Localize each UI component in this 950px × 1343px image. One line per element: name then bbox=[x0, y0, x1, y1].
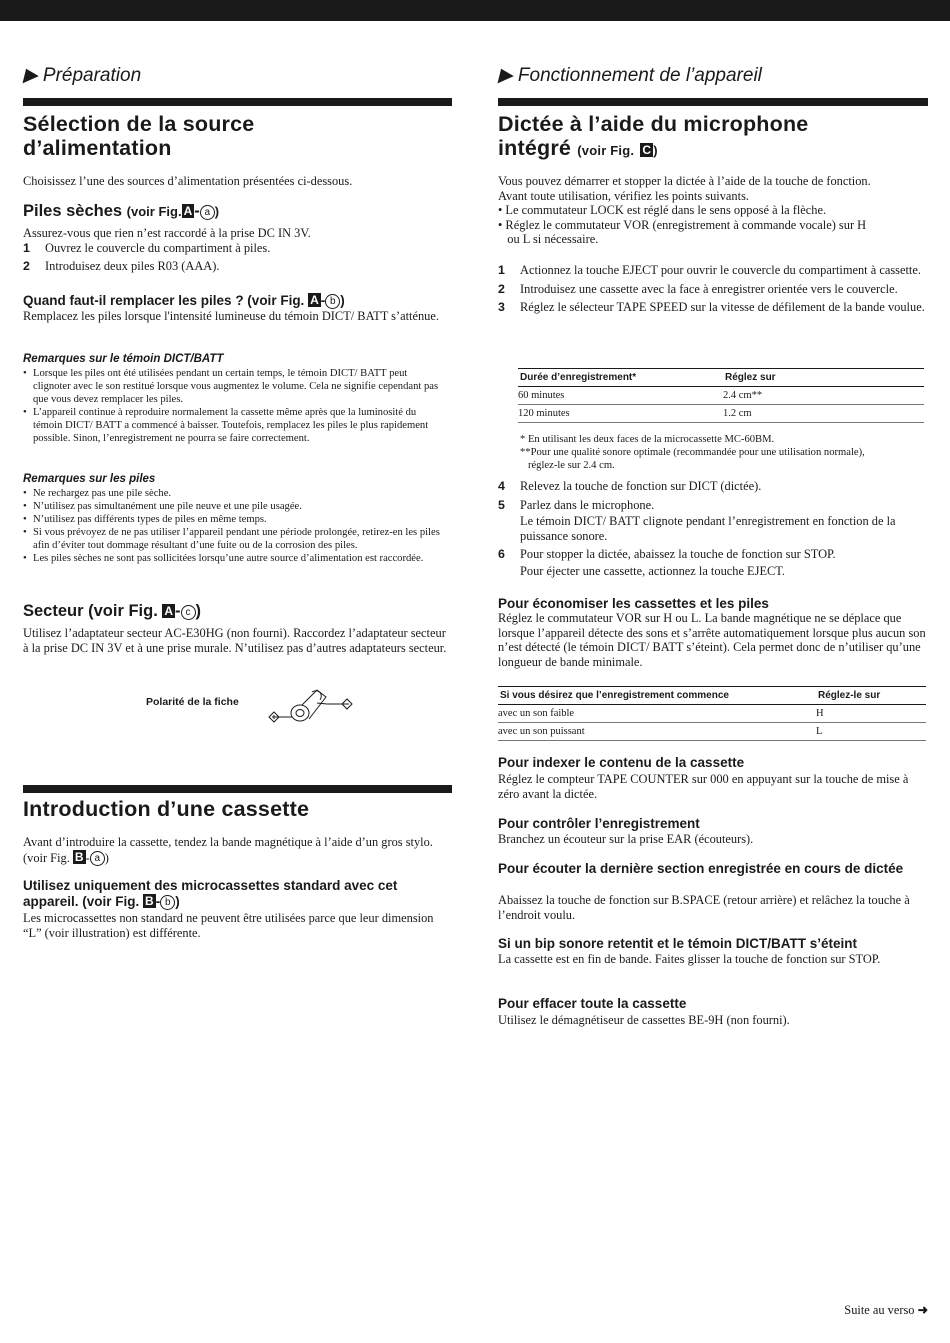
steps-1-3 bbox=[498, 263, 926, 315]
controler-text: Branchez un écouteur sur la prise EAR (écouteurs). bbox=[498, 832, 754, 846]
list-item: • Ne rechargez pas une pile sèche. bbox=[23, 487, 446, 500]
step-5: 5 Parlez dans le microphone. Le témoin DICT/ BATT clignote pendant l’enregistrement en fonction de la puissance sonore. bbox=[498, 497, 896, 543]
step-1: 1 Actionnez la touche EJECT pour ouvrir le couvercle du compartiment à cassette. bbox=[498, 263, 921, 277]
piles-text: Assurez-vous que rien n’est raccordé à la prise DC IN 3V. bbox=[23, 226, 311, 240]
section-head-preparation bbox=[23, 64, 141, 87]
cassette-text: Avant d’introduire la cassette, tendez la bande magnétique à l’aide d’un gros stylo. (voir Fig. B - a ) bbox=[23, 835, 433, 865]
list-item: • L’appareil continue à reproduire normalement la cassette même après que la luminosité du témoin DICT/ BATT a commencé à baisser. Toutefois, remplacez les piles le plus rapidement possible. Sinon, l’enregistrement ne pourra se faire correctement. bbox=[23, 406, 446, 445]
list-item: • Lorsque les piles ont été utilisées pendant un certain temps, le témoin DICT/ BATT peut clignoter avec le son restitué lorsque vous augmentez le volume. Cela ne signifie cependant pas que vous devez remplacer les piles. bbox=[23, 367, 446, 406]
section-rule bbox=[498, 98, 928, 106]
section-rule bbox=[23, 785, 452, 793]
triangle-icon: ▶ bbox=[23, 65, 38, 86]
intro-text: Choisissez l’une des sources d’alimentation présentées ci-dessous. bbox=[23, 174, 353, 188]
section-head-fonctionnement bbox=[498, 64, 762, 87]
heading-economiser: Pour économiser les cassettes et les piles bbox=[498, 596, 769, 611]
ecouter-text: Abaissez la touche de fonction sur B.SPACE (retour arrière) et relâchez la touche à l’endroit voulu. bbox=[498, 893, 910, 922]
table-row: 120 minutes 1.2 cm bbox=[518, 405, 924, 423]
section-head-label: Préparation bbox=[42, 65, 142, 86]
microcassettes-text: Les microcassettes non standard ne peuvent être utilisées parce que leur dimension “L” (voir illustration) est différente. bbox=[23, 911, 434, 940]
list-item: • N’utilisez pas simultanément une pile neuve et une pile usagée. bbox=[23, 500, 446, 513]
economiser-text: Réglez le commutateur VOR sur H ou L. La bande magnétique ne se déplace que lorsque l’appareil détecte des sons et s’arrête automatiquement lorsque plus aucun son n’est détecté (le témoin DICT/ BATT s’éteint). Cela permet donc de n’utiliser qu’une longueur de bande minimale. bbox=[498, 611, 926, 669]
heading-microcassettes: Utilisez uniquement des microcassettes standard avec cet appareil. (voir Fig. B - b ) bbox=[23, 878, 398, 909]
indexer-text: Réglez le compteur TAPE COUNTER sur 000 en appuyant sur la touche de mise à zéro avant la dictée. bbox=[498, 772, 909, 801]
step-1: 1 Ouvrez le couvercle du compartiment à piles. bbox=[23, 240, 271, 255]
notes-piles-heading: Remarques sur les piles bbox=[23, 473, 156, 485]
step-3: 3 Réglez le sélecteur TAPE SPEED sur la vitesse de défilement de la bande voulue. bbox=[498, 300, 925, 315]
list-item: • Les piles sèches ne sont pas sollicitées lorsqu’une autre source d’alimentation est raccordée. bbox=[23, 552, 446, 565]
table-row: avec un son puissant L bbox=[498, 723, 926, 741]
section-head-label: Fonctionnement de l’appareil bbox=[517, 65, 762, 86]
triangle-icon: ▶ bbox=[498, 65, 513, 86]
table-row: 60 minutes 2.4 cm** bbox=[518, 387, 924, 405]
notes-dict-heading: Remarques sur le témoin DICT/BATT bbox=[23, 353, 224, 365]
page-title-alimentation: Sélection de la source d’alimentation bbox=[23, 112, 255, 160]
page-title-dictee: Dictée à l’aide du microphone intégré (voir Fig. C ) bbox=[498, 112, 809, 160]
notes-piles-list bbox=[23, 487, 446, 565]
heading-controler: Pour contrôler l’enregistrement bbox=[498, 816, 700, 831]
heading-bip: Si un bip sonore retentit et le témoin DICT/BATT s’éteint bbox=[498, 936, 858, 951]
fig-a-label: A bbox=[183, 204, 193, 218]
notes-dict-list bbox=[23, 367, 446, 445]
top-black-bar bbox=[0, 0, 950, 21]
section-rule bbox=[23, 98, 452, 106]
polarity-plug-icon bbox=[262, 682, 358, 726]
steps-4-6 bbox=[498, 479, 926, 579]
table-vor: Si vous désirez que l’enregistrement commence Réglez-le sur avec un son faible H avec un son puissant L bbox=[498, 686, 926, 741]
step-4: 4 Relevez la touche de fonction sur DICT (dictée). bbox=[498, 479, 762, 493]
heading-secteur: Secteur (voir Fig. A - c ) bbox=[23, 602, 202, 620]
heading-piles: Piles sèches (voir Fig. A - a ) bbox=[23, 202, 220, 220]
effacer-text: Utilisez le démagnétiseur de cassettes BE-9H (non fourni). bbox=[498, 1013, 790, 1027]
footer-suite: Suite au verso ➜ bbox=[844, 1303, 928, 1317]
step-2: 2 Introduisez une cassette avec la face à enregistrer orientée vers le couvercle. bbox=[498, 281, 898, 296]
heading-ecouter: Pour écouter la dernière section enregistrée en cours de dictée bbox=[498, 861, 904, 876]
step-2: 2 Introduisez deux piles R03 (AAA). bbox=[23, 259, 220, 274]
secteur-text: Utilisez l’adaptateur secteur AC-E30HG (non fourni). Raccordez l’adaptateur secteur à la prise DC IN 3V et à une prise murale. N’utilisez pas d’autres adaptateurs secteur. bbox=[23, 626, 447, 655]
bip-text: La cassette est en fin de bande. Faites glisser la touche de fonction sur STOP. bbox=[498, 952, 881, 966]
heading-replace: Quand faut-il remplacer les piles ? (voir Fig. A - b ) bbox=[23, 293, 345, 308]
table-duree: Durée d’enregistrement* Réglez sur 60 minutes 2.4 cm** 120 minutes 1.2 cm bbox=[518, 368, 924, 423]
list-item: • N’utilisez pas différents types de piles en même temps. bbox=[23, 513, 446, 526]
arrow-right-icon: ➜ bbox=[917, 1303, 928, 1317]
title-cassette: Introduction d’une cassette bbox=[23, 797, 310, 821]
heading-effacer: Pour effacer toute la cassette bbox=[498, 996, 687, 1011]
dictee-intro: Vous pouvez démarrer et stopper la dictée à l’aide de la touche de fonction. Avant toute utilisation, vérifiez les points suivants. • Le commutateur LOCK est réglé dans le sens opposé à la flèche. • Réglez le commutateur VOR (enregistrement à commande vocale) sur H ou L si nécessaire. bbox=[498, 174, 871, 247]
step-6: 6 Pour stopper la dictée, abaissez la touche de fonction sur STOP. Pour éjecter une cassette, actionnez la touche EJECT. bbox=[498, 547, 836, 578]
circle-a-label: a bbox=[200, 205, 215, 220]
table-row: avec un son faible H bbox=[498, 705, 926, 723]
footnotes: * En utilisant les deux faces de la microcassette MC-60BM. **Pour une qualité sonore optimale (recommandée pour une utilisation normale), réglez-le sur 2.4 cm. bbox=[520, 434, 865, 471]
polarity-label: Polarité de la fiche bbox=[146, 696, 239, 708]
list-item: • Si vous prévoyez de ne pas utiliser l’appareil pendant une période prolongée, retirez-en les piles afin d’éviter tout dommage résultant d’une fuite ou de la corrosion des piles. bbox=[23, 526, 446, 552]
heading-indexer: Pour indexer le contenu de la cassette bbox=[498, 755, 745, 770]
replace-text: Remplacez les piles lorsque l'intensité lumineuse du témoin DICT/ BATT s’atténue. bbox=[23, 309, 439, 323]
